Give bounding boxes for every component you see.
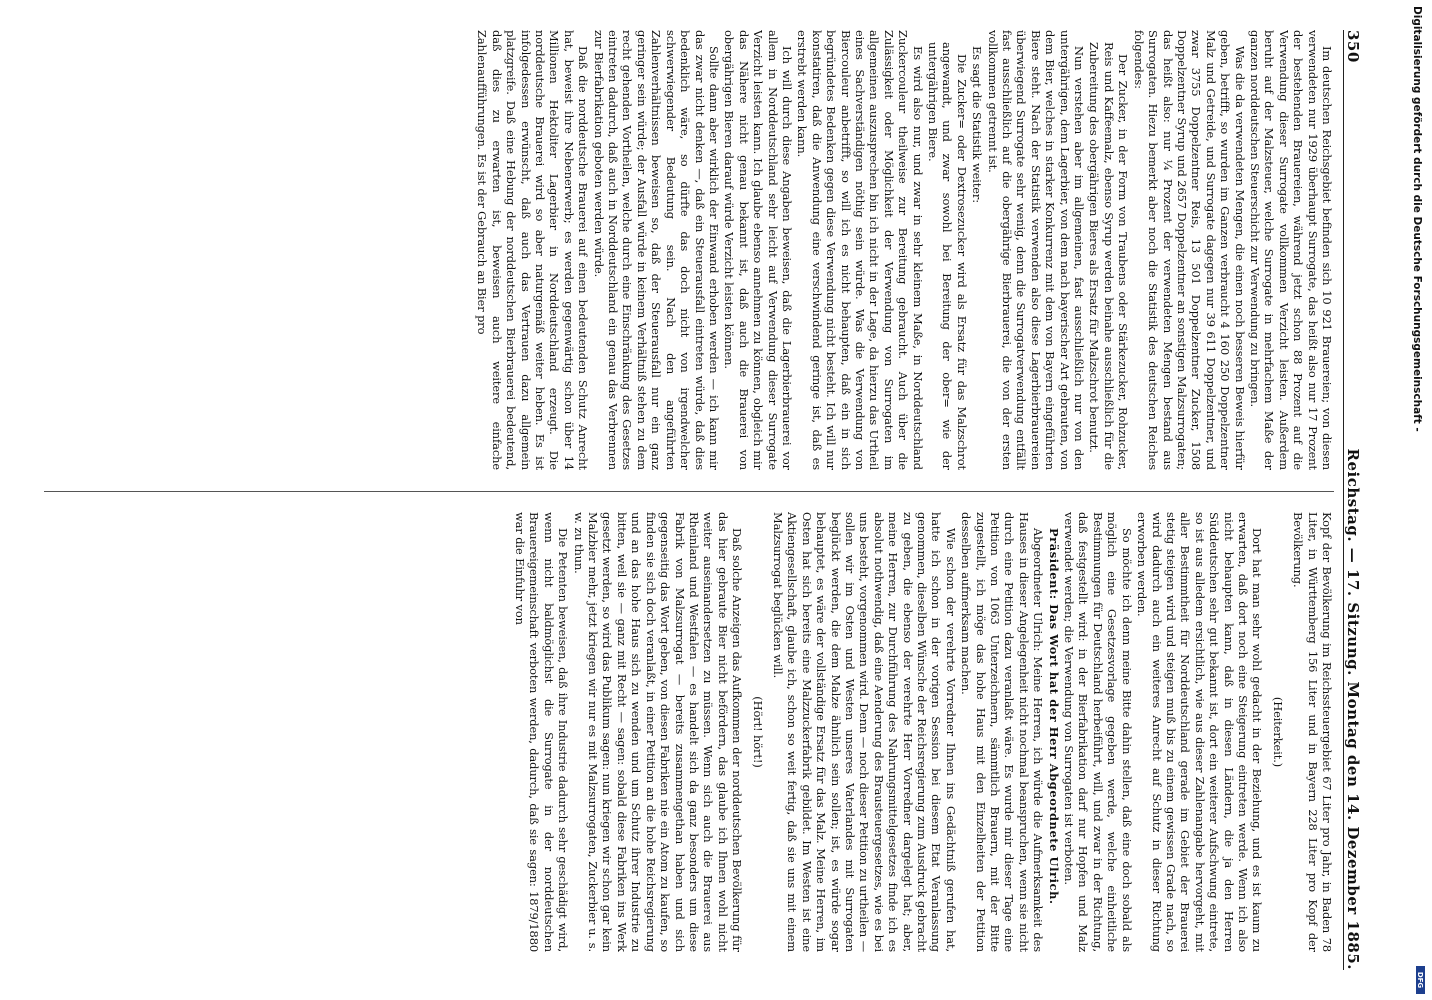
- paragraph: Was die da verwendeten Mengen, die einen noch besseren Beweis hierfür geben, betrifft, so wurden im Ganzen verbraucht 4 160 250 Doppelzentner Malz und Getreide, und Surrogate dagegen nur 39 611 Doppelzentner, und zwar 3755 Doppelzentner Reis, 13 501 Doppelzentner Zucker, 1508 Doppelzentner Syrup und 2657 Doppelzentner an sonstigen Malzsurrogaten; das heißt also: nur ¼ Prozent der verwendeten Mengen bestand aus Surrogaten. Hiezu bemerkt aber noch die Statistik des deutschen Reiches folgendes:: [1131, 30, 1247, 470]
- digitization-footer: [1385, 0, 1430, 1000]
- page-header: [1343, 30, 1378, 970]
- paragraph: Abgeordneter Ulrich: Meine Herren, ich würde die Aufmerksamkeit des Hauses in dieser Angelegenheit nicht nochmal beanspruchen, wenn sie nicht durch eine Petition dazu veranlaßt wäre. Es wurde mir dieser Tage eine Petition von 1063 Unterzeichnern, sämmtlich Brauern, mit der Bitte zugestellt, ich möge das hohe Haus mit den Einzelheiten der Petition desselben aufmerksam machen.: [959, 512, 1046, 952]
- paragraph: Ich will durch diese Angaben beweisen, daß die Lagerbierbrauerei vor allem in Norddeutschland sehr leicht auf Verwendung dieser Surrogate Verzicht leisten kann. Ich glaube ebenso annehmen zu können, obgleich mir das Nähere nicht genau bekannt ist, daß auch die Brauerei von obergährigen Bieren darauf würde Verzicht leisten können.: [722, 30, 794, 470]
- quoted-paragraph: Die Zucker= oder Dextrosezucker wird als Ersatz für das Malzschrot angewandt, und zwar sowohl bei Bereitung der ober= wie der untergährigen Biere.: [926, 42, 969, 470]
- paragraph: So möchte ich denn meine Bitte dahin stellen, daß eine doch sobald als möglich eine Gesetzesvorlage gegeben werde, welche einheitliche Bestimmungen für Deutschland herbeiführt, will, und zwar in der Richtung, daß festgestellt wird: in der Bierfabrikation darf nur Hopfen und Malz verwendet werden; die Verwendung von Surrogaten ist verboten.: [1062, 512, 1134, 952]
- paragraph: Sollte dann aber wirklich der Einwand erhoben werden — ich kann mir das zwar nicht denken —, daß ein Steuerausfall eintreten würde, daß dies bedenklich wäre, so dürfte das doch nicht von irgendwelcher schwerwiegender Bedeutung sein. Nach den angeführten Zahlenverhältnissen beweisen so, daß der Steuerausfall nur ein ganz geringer sein würde; der Ausfall würde in keinem Verhältniß stehen zu dem recht gehenden Vortheilen, welche durch eine Einschränkung des Gesetzes eintreten dadurch, daß auch in Norddeutschland ein genau das Verbrennen zur Bierfabrikation geboten werden würde.: [591, 30, 721, 470]
- dfg-logo-icon: [1416, 966, 1425, 994]
- paragraph: Es wird also nur, und zwar in sehr kleinem Maße, in Norddeutschland Zuckercouleur theilweise zur Bereitung gebraucht. Auch über die Zulässigkeit oder Möglichkeit der Verwendung von Surrogaten im allgemeinen auszusprechen bin ich nicht in der Lage, da hierzu das Urtheil eines Sachverständigen nöthig sein würde. Was die Verwendung von Biercouleur anbetrifft, so will ich es nicht behaupten, daß ein in sich begründetes Bedenken gegen diese Verwendung nicht besteht. Ich will nur konstatiren, daß die Anwendung eine verschwindend geringe ist, daß es erstrebt werden kann.: [795, 30, 925, 470]
- paragraph: Daß solche Anzeigen das Aufkommen der norddeutschen Bevölkerung für das hier gebraute Bier nicht befördern, das glaube ich Ihnen wohl nicht weiter auseinandersetzen zu müssen. Wenn sich auch die Brauerei aus Rheinland und Westfalen — es handelt sich da ganz besonders um diese Fabrik von Malzsurrogat — bereits zusammengethan haben und sich gegenseitig das Wort geben, von diesen Fabriken nie ein Atom zu kaufen, so finden sie sich doch veranlaßt, in einer Petition an die hohe Reichsregierung und an das hohe Haus sich zu wenden und um Schutz ihrer Industrie zu bitten, weil sie — ganz mit Recht — sagen: sobald diese Fabriken ins Werk gesetzt werden, so wird das Publikum sagen: nun kriegen wir schon gar kein Malzbier mehr, jetzt kriegen wir nur es mit Malzsurrogaten, Zuckerbier u. s. w. zu thun.: [571, 512, 745, 952]
- speaker-paragraph: Präsident: Das Wort hat der Herr Abgeordnete Ulrich.: [1046, 528, 1061, 905]
- right-column: [44, 512, 1334, 952]
- digitization-credit: Digitalisierung gefördert durch die Deutsche Forschungsgemeinschaft -: [1411, 6, 1423, 432]
- paragraph: Daß die norddeutsche Brauerei auf einen bedeutenden Schutz Anrecht hat, beweist ihre Nebenerwerb; es werden gegenwärtig schon über 14 Millionen Hektoliter Lagerbier in Norddeutschland erzeugt. Die norddeutsche Brauerei wird so aber naturgemäß weiter heben. Es ist infolgedessen erwünscht, daß auch das Vertrauen dazu allgemein platzgreife. Daß eine Hebung der norddeutschen Bierbrauerei bedeutend, daß dies zu erwarten ist, beweisen auch weitere einfache Zahlenaufführungen. Es ist der Gebrauch an Bier pro: [475, 30, 591, 470]
- paragraph: Dort hat man sehr wohl gedacht in der Beziehung, und es ist kaum zu erwarten, daß dort noch eine Steigerung eintreten werde. Wenn ich also nicht behaupten kann, daß in diesen Ländern, die ja den Herren Süddeutschen sehr gut bekannt ist, dort ein weiterer Aufschwung eintrete, so ist aus alledem ersichtlich, wie aus dieser Zahlenangabe hervorgeht, mit aller Bestimmtheit für Norddeutschland gerade im Gebiet der Brauerei stetig steigen wird und steigen muß bis zu einem gewissen Grade nach, so wird dadurch auch ein weiteres Anrecht auf Schutz in dieser Richtung erworben werden.: [1135, 512, 1265, 952]
- column-divider: [44, 491, 1334, 492]
- paragraph: Die Petenten beweisen, daß ihre Industrie dadurch sehr geschädigt wird, wenn nicht baldmöglichst die Surrogate in der norddeutschen Brauereigemeinschaft verboten werden, dadurch, daß sie sagen: 1879/1880 war die Einfuhr von: [513, 512, 571, 952]
- interjection: (Heiterkeit.): [1270, 696, 1285, 768]
- left-column: [44, 30, 1334, 470]
- quoted-paragraph: Der Zucker, in der Form von Traubens oder Stärkezucker, Rohzucker, Reis und Kaffeemalz, ebenso Syrup werden beinahe ausschließlich für die Zubereitung des obergährigen Bieres als Ersatz für Malzschrot benutzt.: [1087, 42, 1131, 470]
- paragraph: Nun verstehen aber im allgemeinen, fast ausschließlich nur von den untergährigen, dem Lagerbier, von dem nach bayerischer Art gebrauten, von dem Bier, welches in starker Konkurrenz mit dem von Bayern eingeführten Biere steht. Nach der Statistik verwenden also diese Lagerbierbrauereien überwiegend Surrogate sehr wenig, denn die Surrogatverwendung entfällt fast ausschließlich auf die obergährige Bierbrauerei, die von der ersten vollkommen getrennt ist.: [985, 30, 1087, 470]
- newspaper-page: [38, 30, 1378, 970]
- paragraph: Kopf der Bevölkerung im Reichssteuergebiet 67 Liter pro Jahr, in Baden 78 Liter, in Württemberg 156 Liter und in Bayern 228 Liter pro Kopf der Bevölkerung.: [1291, 512, 1334, 952]
- running-title: Reichstag. — 17. Sitzung. Montag den 14. Dezember 1885.: [1344, 448, 1362, 970]
- page-number: 350: [1344, 30, 1362, 63]
- paragraph: Es sagt die Statistik weiter:: [970, 46, 985, 204]
- paragraph: Wie schon der verehrte Vorredner Ihnen ins Gedächtniß gerufen hat, hatte ich schon in der vorigen Session bei diesem Etat Veranlassung genommen, dieselben Wünsche der Reichsregierung zum Ausdruck gebracht zu geben, die ebenso der verehrte Herr Vorredner dargelegt hat; aber, meine Herren, zur Durchführung des Nahrungsmittelgesetzes finde ich es absolut nothwendig, daß eine Aenderung des Brausteuergesetzes, wie es bei uns besteht, vorgenommen wird. Denn — noch dieser Petition zu urtheilen — sollen wir im Osten und Westen unseres Vaterlandes mit Surrogaten beglückt werden, die dem Malze ähnlich sein sollen; ist, es würde sogar behauptet, es wäre der vollständige Ersatz für das Malz. Meine Herren, im Osten hat sich bereits eine Malzzuckerfabrik gebildet. Im Westen ist eine Aktiengesellschaft, glaube ich, schon so weit fertig, daß sie uns mit einem Malzsurrogat beglücken will.: [770, 512, 958, 952]
- interjection: (Hört! hört!): [750, 696, 765, 768]
- paragraph: Im deutschen Reichsgebiet befinden sich 10 921 Brauereien; von diesen verwendeten nur 1929 überhaupt Surrogate, das heißt also nur 17 Prozent der bestehenden Brauereien, während jetzt schon 88 Prozent auf die Verwendung dieser Surrogate vollkommen Verzicht leisten. Außerdem beruht auf der Malzsteuer, welche Surrogate in mehrfachem Maße der ganzen norddeutschen Steuerschicht zur Verwendung zu bringen.: [1247, 30, 1334, 470]
- dfg-logo-text: DFG: [1416, 971, 1425, 989]
